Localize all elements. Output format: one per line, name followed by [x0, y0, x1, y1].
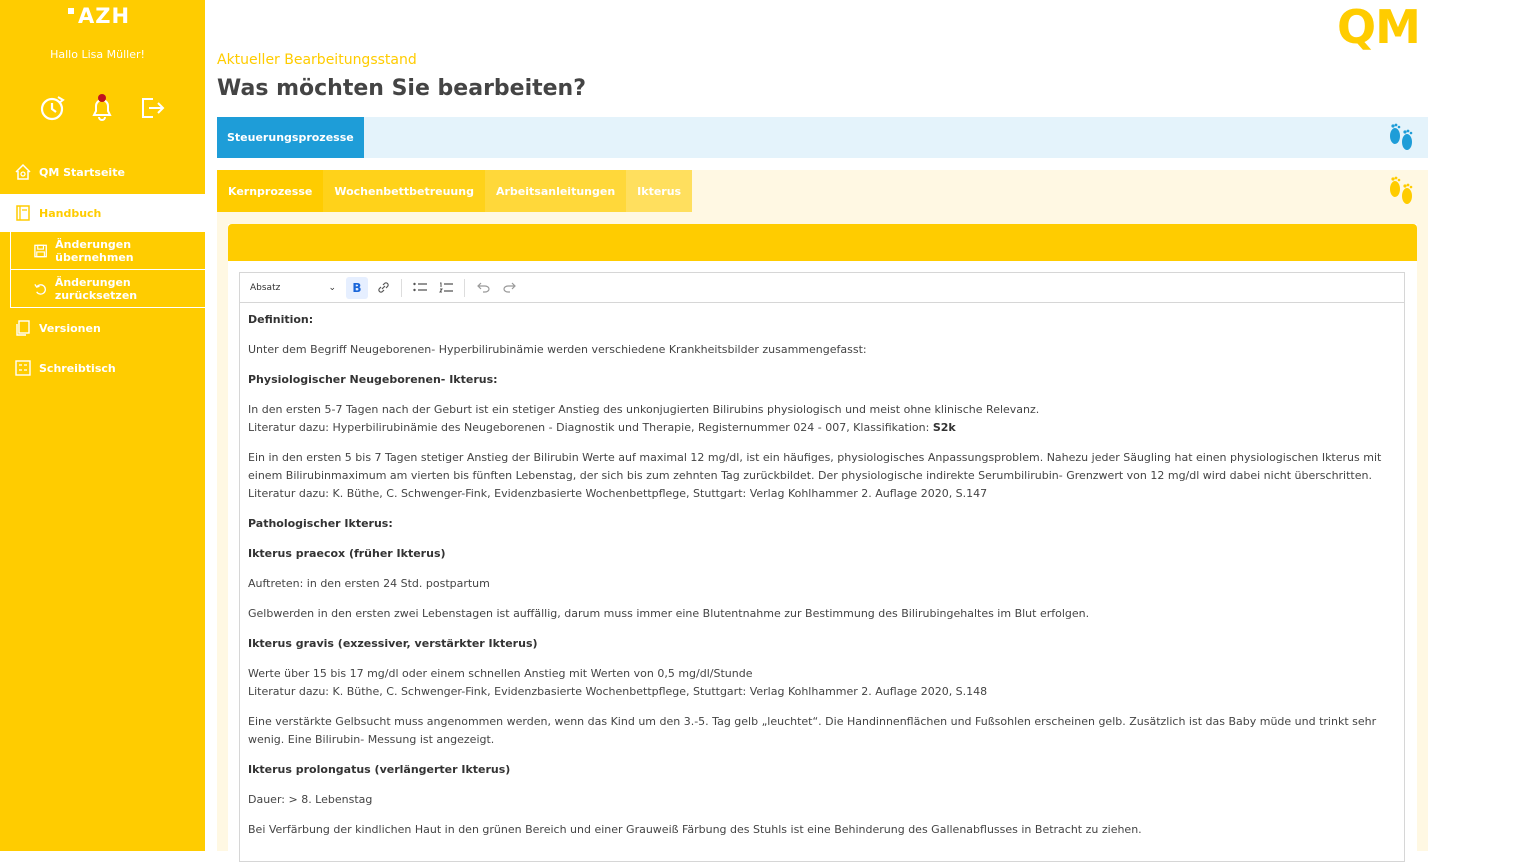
page-title: Was möchten Sie bearbeiten? [217, 76, 586, 101]
text-line: Werte über 15 bis 17 mg/dl oder einem schnellen Anstieg mit Werten von 0,5 mg/dl/Stunde [248, 667, 753, 680]
undo-button[interactable] [472, 277, 494, 299]
link-icon [377, 281, 390, 294]
bullet-list-icon [413, 282, 427, 294]
sidebar-item-qm-startseite[interactable] [0, 152, 205, 192]
paragraph: Unter dem Begriff Neugeborenen- Hyperbilirubinämie werden verschiedene Krankheitsbilder zusammengefasst: [248, 343, 867, 356]
heading-ikterus-prolongatus: Ikterus prolongatus (verlängerter Ikterus) [248, 763, 511, 776]
editor-panel [228, 224, 1417, 851]
editor-toolbar [240, 273, 1404, 303]
desk-icon [14, 359, 32, 377]
sidebar-item-handbuch[interactable] [0, 194, 205, 232]
format-select[interactable] [250, 283, 342, 293]
sidebar-item-label: Änderungen zurücksetzen [54, 275, 138, 302]
bullet-list-button[interactable] [409, 277, 431, 299]
text-line: Ein in den ersten 5 bis 7 Tagen stetiger Anstieg der Bilirubin Werte auf maximal 12 mg/dl, ist ein häufiges, physiologisches Anpassungsproblem. Nahezu jeder Säugling hat einen physiologischen Ikterus mit einem Bilirubinmaximum am vierten bis fünften Lebenstag, der sich bis zum zehnten Tag zurückbildet. Der physiologische indirekte Serumbilirubin- Grenzwert von 12 mg/dl wird dabei nicht überschritten. [248, 451, 1382, 482]
heading-ikterus-praecox: Ikterus praecox (früher Ikterus) [248, 547, 446, 560]
sidebar-item-label: Schreibtisch [39, 361, 116, 375]
greeting: Hallo Lisa Müller! [50, 48, 145, 61]
heading-definition: Definition: [248, 313, 314, 326]
save-icon [33, 243, 48, 259]
paragraph: Gelbwerden in den ersten zwei Lebenstagen ist auffällig, darum muss immer eine Blutentnahme zur Bestimmung des Bilirubingehaltes im Blut erfolgen. [248, 607, 1090, 620]
footprints-yellow-icon[interactable] [1384, 174, 1418, 208]
undo-icon [33, 281, 48, 297]
editor-content[interactable] [240, 303, 1404, 859]
tab-ikterus[interactable]: Ikterus [626, 170, 692, 212]
classification-value: S2k [932, 421, 956, 434]
paragraph [248, 665, 1396, 701]
paragraph: Bei Verfärbung der kindlichen Haut in den grünen Bereich und einer Grauweiß Färbung des Stuhls ist eine Behinderung des Gallenabflusses in Betracht zu ziehen. [248, 823, 1142, 836]
undo-arrow-icon [477, 282, 490, 293]
heading-ikterus-gravis: Ikterus gravis (exzessiver, verstärkter Ikterus) [248, 637, 538, 650]
home-icon [14, 163, 32, 181]
text-line: Literatur dazu: K. Büthe, C. Schwenger-Fink, Evidenzbasierte Wochenbettpflege, Stuttgart: Verlag Kohlhammer 2. Auflage 2020, S.147 [248, 487, 988, 500]
azh-logo[interactable] [68, 4, 130, 28]
numbered-list-button[interactable] [435, 277, 457, 299]
paragraph [248, 449, 1396, 503]
azh-logo-text: AZH [78, 4, 131, 28]
sidebar-item-label: Versionen [39, 321, 101, 335]
numbered-list-icon [439, 282, 453, 294]
toolbar-divider [464, 279, 465, 297]
text-line: Literatur dazu: Hyperbilirubinämie des Neugeborenen - Diagnostik und Therapie, Registernummer 024 - 007, Klassifikation: [248, 421, 933, 434]
process-bar-blue [217, 117, 1428, 158]
redo-arrow-icon [503, 282, 516, 293]
notification-dot [98, 94, 106, 102]
paragraph [248, 401, 1396, 437]
text-line: In den ersten 5-7 Tagen nach der Geburt ist ein stetiger Anstieg des unkonjugierten Bilirubins physiologisch und meist ohne klinische Relevanz. [248, 403, 1040, 416]
footprints-blue-icon[interactable] [1384, 122, 1418, 154]
sidebar-item-label: Handbuch [39, 206, 102, 220]
book-icon [14, 204, 32, 222]
bold-button[interactable]: B [346, 277, 368, 299]
bell-icon[interactable] [88, 94, 116, 122]
paragraph: Dauer: > 8. Lebenstag [248, 793, 373, 806]
tab-kernprozesse[interactable]: Kernprozesse [217, 170, 323, 212]
page-subtitle: Aktueller Bearbeitungsstand [217, 52, 417, 68]
chevron-down-icon: ⌄ [328, 282, 336, 293]
heading-pathologischer-ikterus: Pathologischer Ikterus: [248, 517, 393, 530]
heading-physiologischer-ikterus: Physiologischer Neugeborenen- Ikterus: [248, 373, 498, 386]
format-select-value: Absatz [250, 282, 281, 293]
sidebar-icon-row [38, 94, 166, 122]
history-icon[interactable] [38, 94, 66, 122]
paragraph: Auftreten: in den ersten 24 Std. postpartum [248, 577, 490, 590]
sidebar-item-label: Änderungen übernehmen [55, 237, 134, 264]
link-button[interactable] [372, 277, 394, 299]
sidebar-item-aenderungen-zuruecksetzen[interactable] [10, 270, 205, 308]
sidebar-item-schreibtisch[interactable] [0, 348, 205, 388]
logout-icon[interactable] [138, 94, 166, 122]
process-area-yellow [217, 170, 1428, 851]
sidebar-item-label: QM Startseite [39, 165, 125, 179]
rich-text-editor[interactable] [239, 272, 1405, 862]
sidebar [0, 0, 205, 851]
sidebar-item-versionen[interactable] [0, 308, 205, 348]
redo-button[interactable] [498, 277, 520, 299]
breadcrumb-tabs [217, 170, 692, 212]
text-line: Literatur dazu: K. Büthe, C. Schwenger-Fink, Evidenzbasierte Wochenbettpflege, Stuttgart: Verlag Kohlhammer 2. Auflage 2020, S.148 [248, 685, 988, 698]
sidebar-nav [0, 152, 205, 388]
tab-steuerungsprozesse[interactable]: Steuerungsprozesse [217, 117, 364, 158]
sidebar-item-aenderungen-uebernehmen[interactable] [10, 232, 205, 270]
tab-arbeitsanleitungen[interactable]: Arbeitsanleitungen [485, 170, 626, 212]
copies-icon [14, 319, 32, 337]
editor-panel-header [228, 224, 1417, 261]
qm-logo: QM [1337, 0, 1420, 54]
tab-wochenbettbetreuung[interactable]: Wochenbettbetreuung [323, 170, 485, 212]
toolbar-divider [401, 279, 402, 297]
paragraph: Eine verstärkte Gelbsucht muss angenommen werden, wenn das Kind um den 3.-5. Tag gelb „leuchtet“. Die Handinnenflächen und Fußsohlen erscheinen gelb. Zusätzlich ist das Baby müde und trinkt sehr wenig. Eine Bilirubin- Messung ist angezeigt. [248, 715, 1377, 746]
